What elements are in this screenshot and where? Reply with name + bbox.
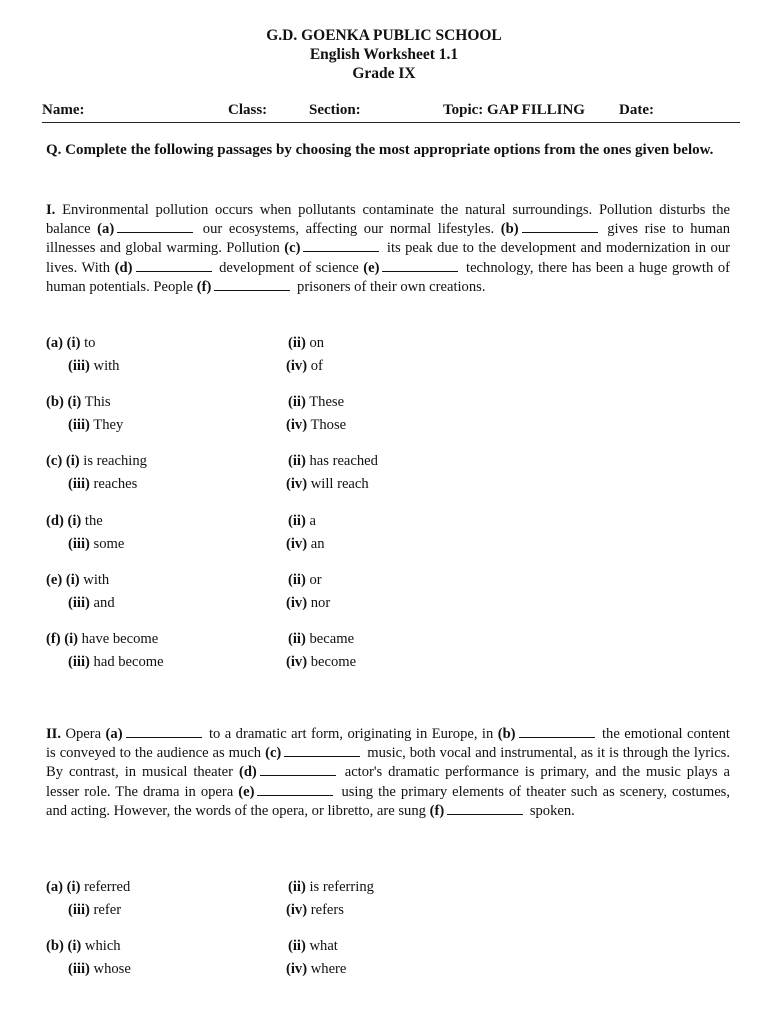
option-text: with	[89, 358, 120, 374]
option-roman: (ii)	[288, 571, 306, 588]
option-text: to	[80, 335, 96, 351]
option-iv	[286, 416, 346, 434]
gap-marker: (f)	[196, 278, 212, 295]
option-iv	[286, 901, 344, 919]
option-iii	[68, 960, 131, 978]
option-i	[46, 571, 109, 589]
option-i	[46, 393, 111, 411]
option-roman: (i)	[65, 453, 80, 470]
option-text: is referring	[305, 879, 374, 895]
option-i	[46, 334, 95, 352]
option-roman: (ii)	[288, 512, 306, 529]
option-text: which	[81, 938, 121, 954]
option-group-letter: (a)	[46, 879, 67, 895]
gap-blank	[260, 764, 336, 776]
option-text: or	[305, 571, 322, 588]
gap-marker: (f)	[429, 802, 445, 819]
passage-text: spoken.	[526, 802, 575, 819]
passage-text: to a dramatic art form, originating in Europe, in	[204, 726, 498, 742]
option-roman: (i)	[67, 394, 82, 411]
option-ii	[288, 393, 344, 411]
option-roman: (iii)	[68, 654, 90, 670]
school-name: G.D. GOENKA PUBLIC SCHOOL	[266, 27, 502, 44]
option-i	[46, 937, 121, 955]
gap-blank	[447, 803, 523, 815]
gap-marker: (b)	[497, 726, 516, 742]
gap-marker: (e)	[363, 259, 380, 276]
name-label: Name:	[42, 102, 85, 118]
option-i	[46, 878, 130, 896]
option-text: some	[89, 535, 125, 552]
option-text: where	[307, 961, 347, 977]
option-roman: (iv)	[286, 358, 308, 374]
gap-blank	[303, 240, 379, 252]
section-label: Section:	[309, 102, 361, 118]
passage-text: Environmental pollution occurs when pollutants contaminate the natural surroundings. Pollution disturbs the balance	[46, 202, 730, 238]
passage-text: its peak due to the development and modernization in our lives. With	[46, 240, 730, 276]
option-roman: (iii)	[68, 417, 90, 434]
passage-text: development of science	[214, 259, 364, 276]
option-text: reaches	[89, 476, 138, 493]
option-iv	[286, 653, 356, 671]
gap-marker: (a)	[105, 726, 123, 742]
option-iv	[286, 594, 330, 612]
option-iii	[68, 535, 124, 553]
option-i	[46, 512, 103, 530]
passage-text: Opera	[61, 726, 106, 742]
option-text: become	[307, 654, 357, 670]
option-iii	[68, 594, 115, 612]
option-ii	[288, 571, 322, 589]
option-roman: (iii)	[68, 358, 90, 374]
option-roman: (iv)	[286, 535, 308, 552]
passage-2	[46, 725, 730, 821]
gap-blank	[214, 279, 290, 291]
option-text: an	[307, 535, 325, 552]
option-roman: (i)	[66, 879, 81, 895]
passage-text: using the primary elements of theater such as scenery, costumes, and acting. However, the words of the opera, or libretto, are sung	[46, 783, 731, 819]
gap-marker: (c)	[284, 240, 301, 257]
option-roman: (ii)	[288, 453, 306, 470]
option-text: These	[305, 394, 345, 411]
option-text: a	[305, 512, 316, 529]
option-text: has reached	[305, 453, 378, 470]
gap-marker: (b)	[500, 221, 519, 238]
option-iii	[68, 901, 121, 919]
option-iii	[68, 475, 137, 493]
passage-text: the emotional content is conveyed to the audience as much	[46, 726, 730, 762]
option-text: referred	[80, 879, 131, 895]
option-i	[46, 452, 147, 470]
option-text: Those	[307, 417, 347, 434]
passage-number: II.	[46, 726, 62, 742]
option-iv	[286, 535, 325, 553]
option-group-letter: (d)	[46, 512, 68, 529]
gap-blank	[382, 260, 458, 272]
option-iii	[68, 416, 123, 434]
option-roman: (i)	[64, 631, 79, 647]
option-i	[46, 630, 158, 648]
option-text: on	[305, 335, 325, 351]
option-text: is reaching	[79, 453, 147, 470]
option-group-letter: (b)	[46, 394, 68, 411]
option-roman: (iv)	[286, 902, 308, 918]
passage-1	[46, 201, 730, 297]
option-text: had become	[89, 654, 164, 670]
option-group-letter: (b)	[46, 938, 68, 954]
gap-marker: (a)	[97, 221, 115, 238]
gap-blank	[284, 745, 360, 757]
option-roman: (iv)	[286, 654, 308, 670]
option-text: refer	[89, 902, 122, 918]
passage-text: prisoners of their own creations.	[293, 278, 486, 295]
option-iii	[68, 653, 164, 671]
option-roman: (i)	[67, 938, 82, 954]
option-roman: (iv)	[286, 476, 308, 493]
gap-blank	[519, 726, 595, 738]
option-roman: (iv)	[286, 961, 308, 977]
student-info-line	[42, 102, 740, 123]
gap-marker: (d)	[114, 259, 133, 276]
class-label: Class:	[228, 102, 268, 118]
worksheet-title: English Worksheet 1.1	[309, 46, 459, 63]
option-text: nor	[307, 594, 331, 611]
option-text: the	[81, 512, 103, 529]
option-text: This	[81, 394, 111, 411]
option-text: and	[89, 594, 115, 611]
option-ii	[288, 937, 338, 955]
option-roman: (iii)	[68, 535, 90, 552]
option-group-letter: (c)	[46, 453, 66, 470]
option-group-letter: (f)	[46, 631, 65, 647]
option-roman: (ii)	[288, 394, 306, 411]
passage-text: actor's dramatic performance is primary, and the music plays a lesser role. The drama in opera	[46, 764, 730, 800]
option-iv	[286, 475, 369, 493]
gap-blank	[522, 221, 598, 233]
option-roman: (ii)	[288, 938, 306, 954]
passage-text: gives rise to human illnesses and global warming. Pollution	[46, 221, 730, 257]
option-ii	[288, 452, 378, 470]
option-text: with	[79, 571, 110, 588]
option-text: They	[89, 417, 124, 434]
gap-marker: (c)	[265, 745, 282, 762]
option-roman: (ii)	[288, 631, 306, 647]
option-text: what	[305, 938, 338, 954]
grade-label: Grade IX	[352, 65, 416, 82]
option-roman: (i)	[66, 335, 81, 351]
option-roman: (iii)	[68, 476, 90, 493]
date-label: Date:	[619, 102, 654, 118]
passage-number: I.	[46, 202, 56, 218]
gap-blank	[257, 784, 333, 796]
option-ii	[288, 878, 374, 896]
option-iii	[68, 357, 119, 375]
option-iv	[286, 357, 323, 375]
option-text: will reach	[307, 476, 369, 493]
option-ii	[288, 630, 354, 648]
option-roman: (iii)	[68, 961, 90, 977]
gap-blank	[117, 221, 193, 233]
option-text: whose	[89, 961, 131, 977]
passage-text: technology, there has been a huge growth of human potentials. People	[46, 259, 731, 295]
passage-text: our ecosystems, affecting our normal lifestyles.	[196, 221, 501, 238]
option-roman: (iii)	[68, 594, 90, 611]
option-text: have become	[78, 631, 159, 647]
option-roman: (ii)	[288, 879, 306, 895]
topic-label: Topic: GAP FILLING	[443, 102, 585, 118]
option-roman: (iii)	[68, 902, 90, 918]
option-roman: (iv)	[286, 594, 308, 611]
option-iv	[286, 960, 346, 978]
option-roman: (iv)	[286, 417, 308, 434]
question-instruction: Q. Complete the following passages by choosing the most appropriate options from the ones given below.	[46, 142, 714, 158]
option-group-letter: (a)	[46, 335, 67, 351]
option-ii	[288, 334, 324, 352]
option-ii	[288, 512, 316, 530]
passage-text: music, both vocal and instrumental, as it is through the lyrics. By contrast, in musical theater	[46, 745, 730, 781]
option-roman: (i)	[65, 571, 80, 588]
gap-blank	[136, 260, 212, 272]
option-text: refers	[307, 902, 344, 918]
option-group-letter: (e)	[46, 571, 66, 588]
option-text: of	[307, 358, 323, 374]
gap-marker: (d)	[238, 764, 257, 781]
option-roman: (ii)	[288, 335, 306, 351]
gap-marker: (e)	[238, 783, 255, 800]
option-roman: (i)	[67, 512, 82, 529]
option-text: became	[305, 631, 355, 647]
gap-blank	[126, 726, 202, 738]
